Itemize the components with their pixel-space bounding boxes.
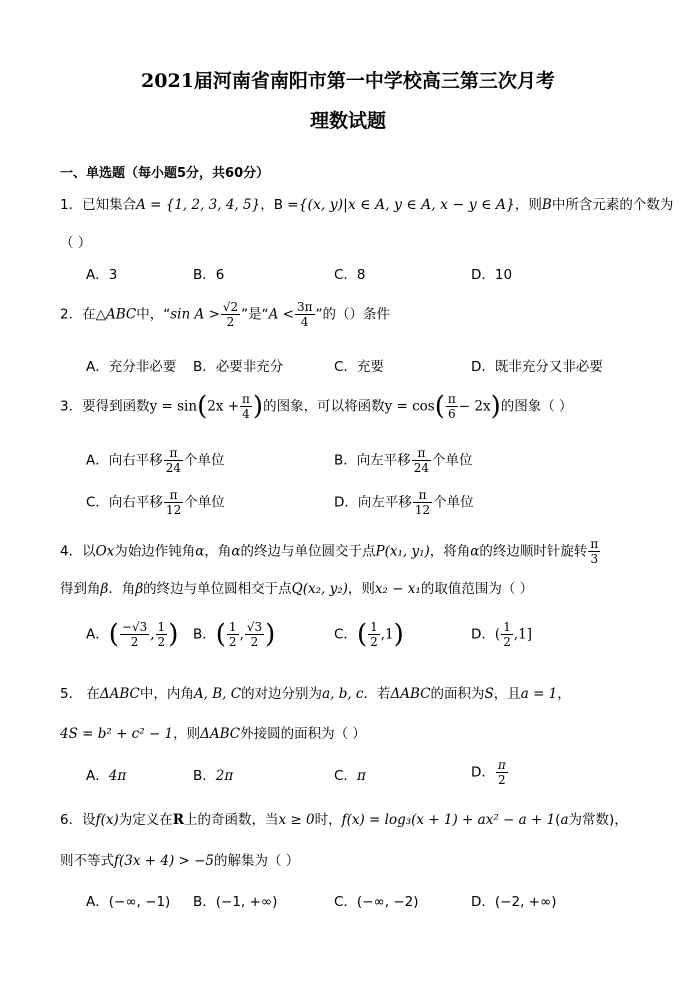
q5-option-c: C．π [334, 768, 366, 784]
q1-option-a: A．3 [86, 267, 118, 283]
q4-option-d: D．( $\frac{1}{2}$ ,1] [471, 620, 532, 649]
section-heading: 一、单选题（每小题5分，共60分） [60, 166, 270, 181]
exam-title: 2021届河南省南阳市第一中学校高三第三次月考 [141, 70, 555, 92]
question-1-paren: （ ） [60, 235, 92, 251]
q1-option-d: D．10 [471, 267, 513, 283]
q1-option-c: C．8 [334, 267, 366, 283]
q4-option-c: C．( $\frac{1}{2}$ ,1) [334, 619, 404, 650]
q6-option-c: C．(−∞, −2) [334, 894, 419, 910]
question-6-line-1: 6．设f(x)为定义在R上的奇函数，当x ≥ 0时，f(x) = log₃(x + 1) + ax² − a + 1(a为常数)， [60, 812, 628, 828]
q3-option-a: A．向右平移 $\frac{\pi}{24}$ 个单位 [86, 446, 225, 475]
q4-option-b: B．( $\frac{1}{2}$ , $\frac{√3}{2}$ ) [193, 619, 276, 650]
q3-option-d: D．向左平移 $\frac{\pi}{12}$ 个单位 [334, 488, 474, 517]
question-3-stem: 3．要得到函数y = sin(2x + $\frac{\pi}{4}$ )的图象，可以将函数y = cos( $\frac{\pi}{6}$ − 2x)的图象（ ） [60, 391, 573, 422]
question-1-stem: 1．已知集合A = {1, 2, 3, 4, 5}，B ={(x, y)|x ∈ A, y ∈ A, x − y ∈ A}，则B中所含元素的个数为 [60, 197, 674, 213]
question-4-line-1: 4．以Ox为始边作钝角α，角α的终边与单位圆交于点P(x₁, y₁)，将角α的终边顺时针旋转 $\frac{\pi}{3}$ [60, 537, 599, 566]
q6-option-a: A．(−∞, −1) [86, 894, 171, 910]
q4-option-a: A．( $\frac{-√3}{2}$ , $\frac{1}{2}$ ) [86, 619, 179, 650]
q1-option-b: B．6 [193, 267, 225, 283]
q5-option-d: D． $\frac{\pi}{2}$ [471, 758, 506, 787]
question-4-line-2: 得到角β．角β的终边与单位圆相交于点Q(x₂, y₂)，则x₂ − x₁的取值范围为（ ） [60, 581, 534, 597]
question-5-line-2: 4S = b² + c² − 1，则ΔABC外接圆的面积为（ ） [60, 726, 366, 742]
q3-option-b: B．向左平移 $\frac{\pi}{24}$ 个单位 [334, 446, 473, 475]
exam-subtitle: 理数试题 [309, 110, 386, 132]
q2-option-c: C．充要 [334, 359, 384, 375]
question-5-line-1: 5． 在ΔABC中，内角A, B, C的对边分别为a, b, c．若ΔABC的面积为S，且a = 1， [60, 686, 571, 702]
question-2-stem: 2．在△ABC中，“sin A > $\frac{√2}{2}$ ”是“A < $\frac{3\pi}{4}$ ”的（）条件 [60, 300, 390, 329]
q5-option-a: A．4π [86, 768, 127, 784]
q6-option-b: B．(−1, +∞) [193, 894, 278, 910]
q3-option-c: C．向右平移 $\frac{\pi}{12}$ 个单位 [86, 488, 225, 517]
question-6-line-2: 则不等式f(3x + 4) > −5的解集为（ ） [60, 853, 300, 869]
q2-option-b: B．必要非充分 [193, 359, 284, 375]
q2-option-a: A．充分非必要 [86, 359, 177, 375]
q2-option-d: D．既非充分又非必要 [471, 359, 603, 375]
q5-option-b: B．2π [193, 768, 234, 784]
q6-option-d: D．(−2, +∞) [471, 894, 557, 910]
